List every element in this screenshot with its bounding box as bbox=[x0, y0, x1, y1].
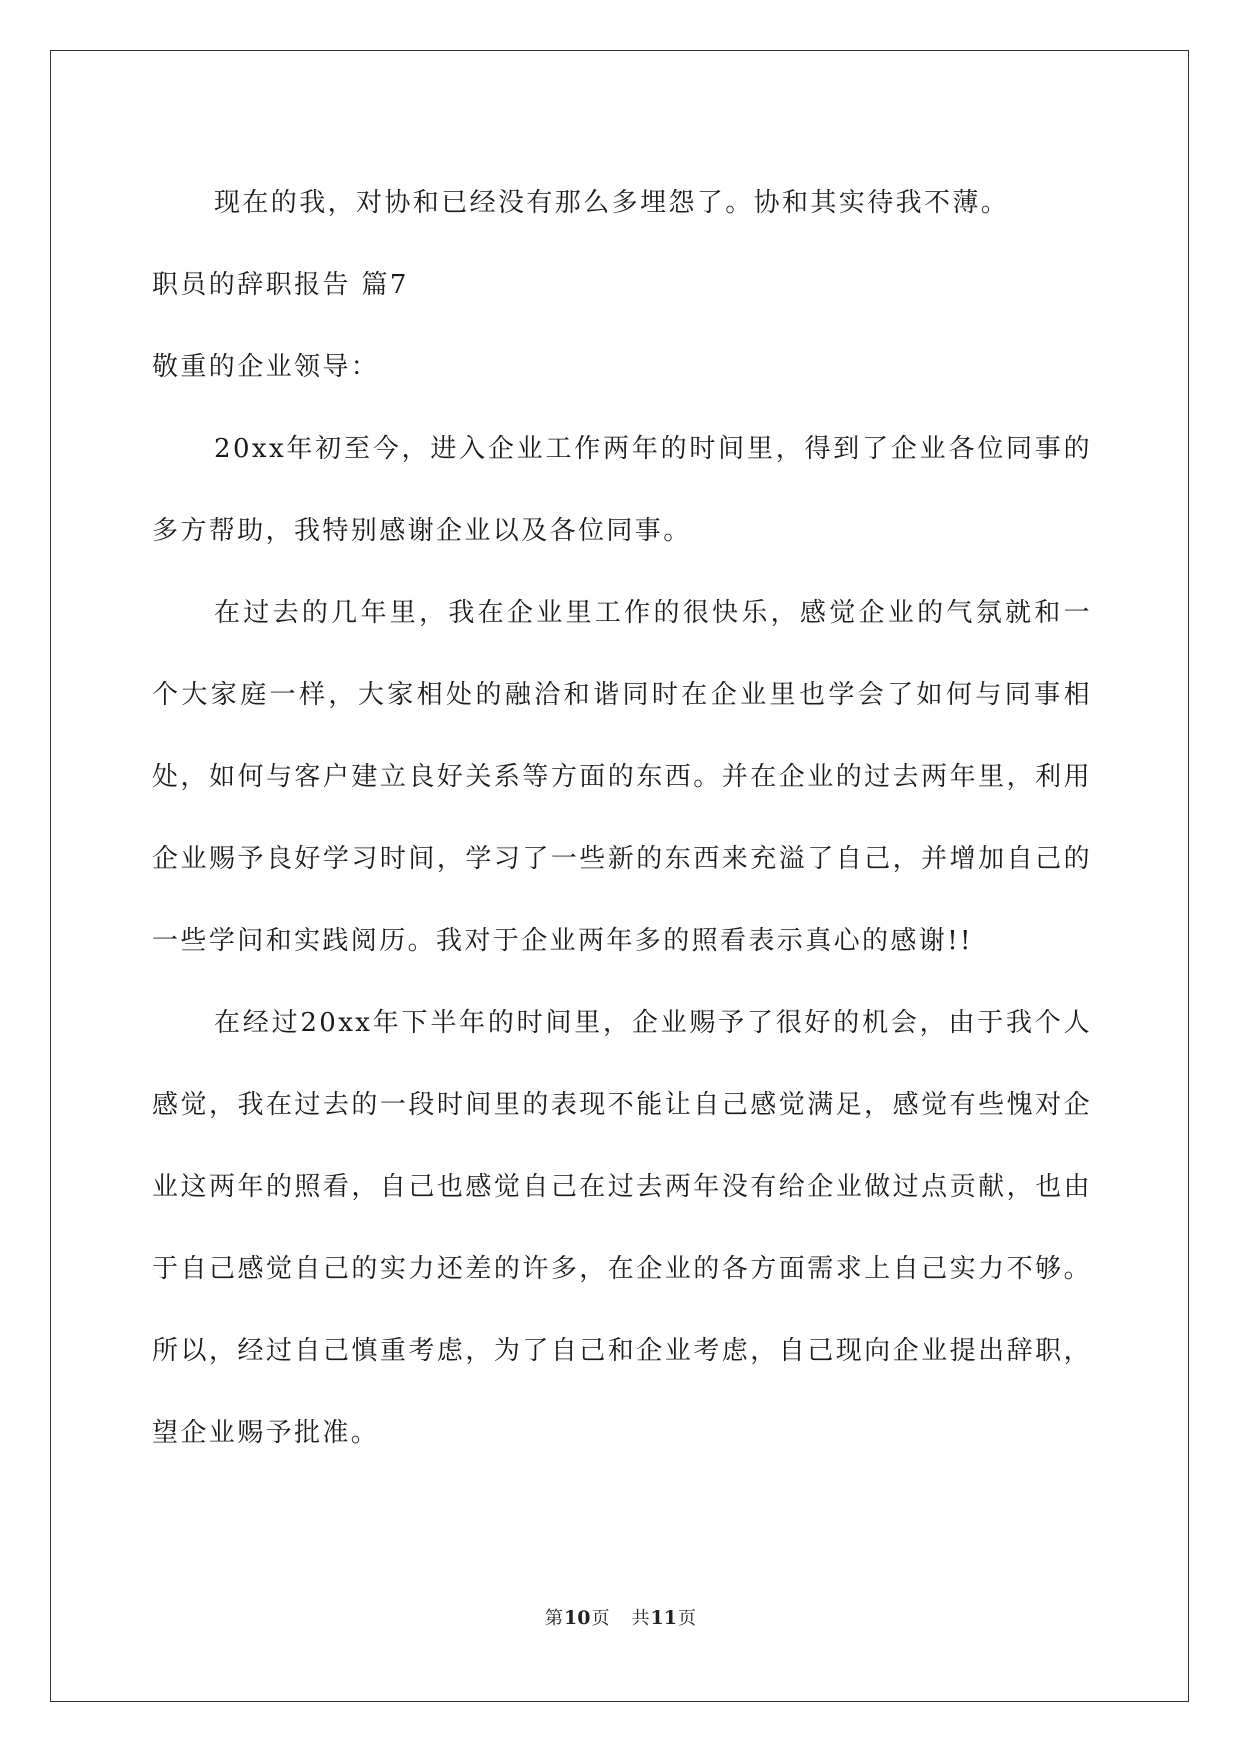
paragraph: 在过去的几年里，我在企业里工作的很快乐，感觉企业的气氛就和一个大家庭一样，大家相处的融洽和谐同时在企业里也学会了如何与同事相处，如何与客户建立良好关系等方面的东西。并在企业的过去两年里，利用企业赐予良好学习时间，学习了一些新的东西来充溢了自己，并增加自己的一些学问和实践阅历。我对于企业两年多的照看表示真心的感谢!! bbox=[152, 598, 1092, 956]
current-page: 10 bbox=[564, 1607, 591, 1629]
total-pages: 11 bbox=[650, 1607, 677, 1629]
page-word: 页 bbox=[591, 1608, 610, 1629]
paragraph: 现在的我，对协和已经没有那么多埋怨了。协和其实待我不薄。 bbox=[214, 188, 1010, 218]
page-number bbox=[0, 1604, 1241, 1630]
page-number-prefix: 第 bbox=[545, 1608, 564, 1629]
paragraph: 在经过20xx年下半年的时间里，企业赐予了很好的机会，由于我个人感觉，我在过去的一段时间里的表现不能让自己感觉满足，感觉有些愧对企业这两年的照看，自己也感觉自己在过去两年没有给企业做过点贡献，也由于自己感觉自己的实力还差的许多，在企业的各方面需求上自己实力不够。所以，经过自己慎重考虑，为了自己和企业考虑，自己现向企业提出辞职，望企业赐予批准。 bbox=[152, 1008, 1092, 1448]
document-body bbox=[152, 162, 1092, 1474]
salutation: 敬重的企业领导： bbox=[152, 352, 380, 382]
section-heading: 职员的辞职报告 篇7 bbox=[152, 270, 409, 300]
total-suffix: 页 bbox=[677, 1608, 696, 1629]
paragraph: 20xx年初至今，进入企业工作两年的时间里，得到了企业各位同事的多方帮助，我特别感谢企业以及各位同事。 bbox=[152, 434, 1092, 546]
total-prefix: 共 bbox=[631, 1608, 650, 1629]
